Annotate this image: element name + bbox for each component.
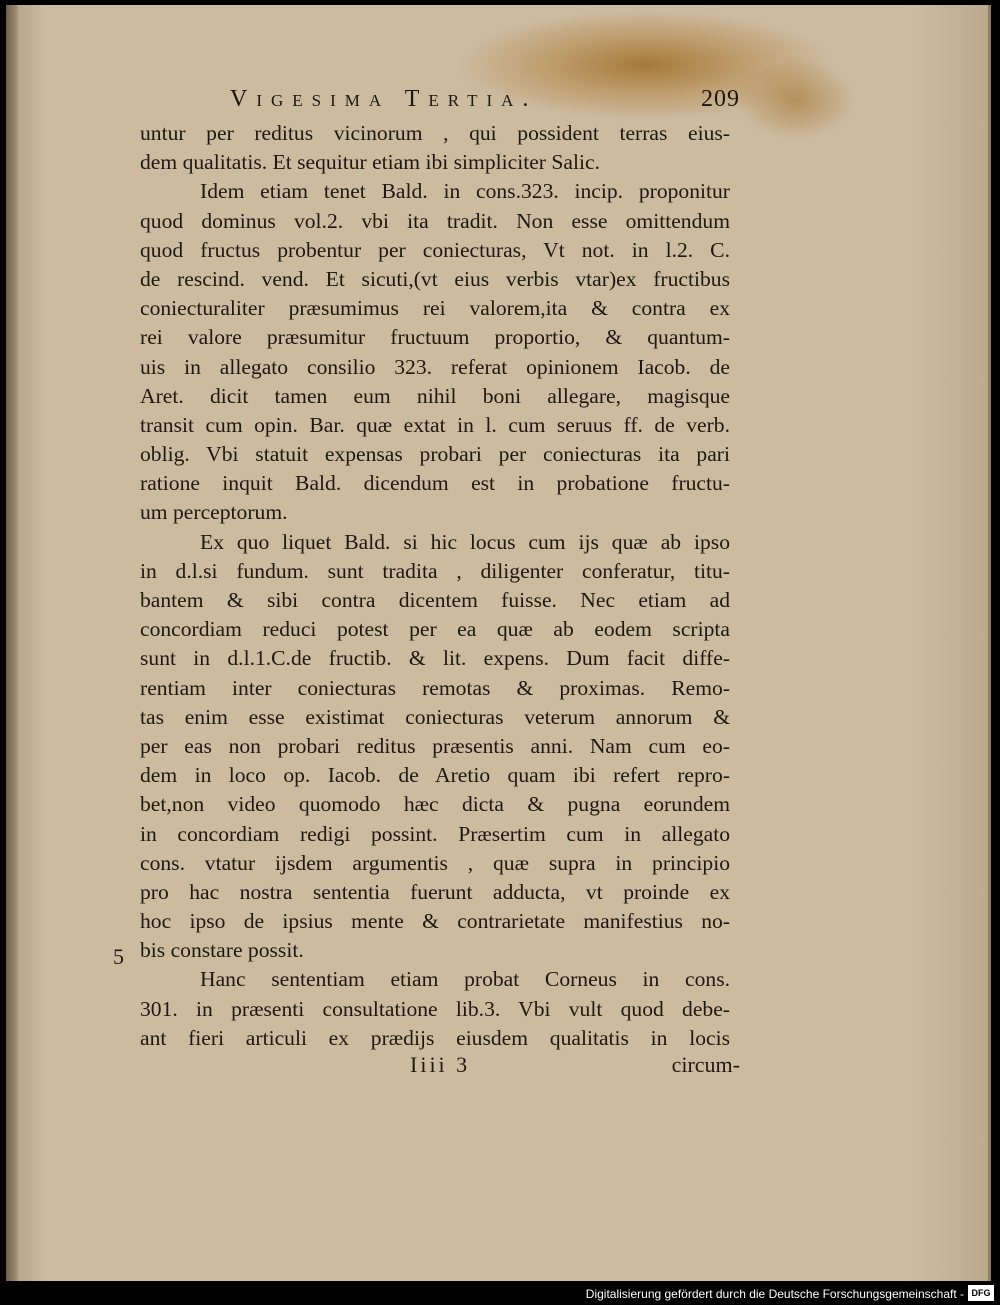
page-binding-shadow xyxy=(6,5,18,1281)
text-line: sunt in d.l.1.C.de fructib. & lit. expens. Dum facit diffe- xyxy=(140,646,730,671)
text-line: quod dominus vol.2. vbi ita tradit. Non esse omittendum xyxy=(140,208,730,233)
text-line: in d.l.si fundum. sunt tradita , diligenter conferatur, titu- xyxy=(140,558,730,583)
text-line: pro hac nostra sententia fuerunt adducta, vt proinde ex xyxy=(140,879,730,904)
text-line: concordiam reduci potest per ea quæ ab eodem scripta xyxy=(140,617,730,642)
text-line: cons. vtatur ijsdem argumentis , quæ supra in principio xyxy=(140,850,730,875)
text-line: quod fructus probentur per coniecturas, Vt not. in l.2. C. xyxy=(140,237,730,262)
dfg-logo: DFG xyxy=(968,1285,994,1301)
running-title: Vigesima Tertia. xyxy=(230,86,538,112)
text-line: bis constare possit. xyxy=(140,938,304,963)
text-line: per eas non probari reditus præsentis anni. Nam cum eo- xyxy=(140,733,730,758)
text-line: rei valore præsumitur fructuum proportio, & quantum- xyxy=(140,325,730,350)
text-line: de rescind. vend. Et sicuti,(vt eius verbis vtar)ex fructibus xyxy=(140,266,730,291)
catchword: circum- xyxy=(671,1052,740,1077)
text-line: Aret. dicit tamen eum nihil boni allegare, magisque xyxy=(140,383,730,408)
body-text xyxy=(140,119,730,1053)
text-line: ratione inquit Bald. dicendum est in probatione fructu- xyxy=(140,471,730,496)
text-line: dem qualitatis. Et sequitur etiam ibi simpliciter Salic. xyxy=(140,150,600,175)
digitization-credit: Digitalisierung gefördert durch die Deutsche Forschungsgemeinschaft - xyxy=(585,1287,964,1301)
text-line: in concordiam redigi possint. Præsertim cum in allegato xyxy=(140,821,730,846)
signature-mark: Iiii 3 xyxy=(410,1052,471,1077)
text-line: dem in loco op. Iacob. de Aretio quam ibi refert repro- xyxy=(140,763,730,788)
text-line: coniecturaliter præsumimus rei valorem,ita & contra ex xyxy=(140,296,730,321)
text-line: ant fieri articuli ex prædijs eiusdem qualitatis in locis xyxy=(140,1025,730,1050)
text-line: bet,non video quomodo hæc dicta & pugna eorundem xyxy=(140,792,730,817)
text-line: rentiam inter coniecturas remotas & proximas. Remo- xyxy=(140,675,730,700)
text-line: Idem etiam tenet Bald. in cons.323. incip. proponitur xyxy=(200,179,730,204)
text-line: uis in allegato consilio 323. referat opinionem Iacob. de xyxy=(140,354,730,379)
text-line: Ex quo liquet Bald. si hic locus cum ijs quæ ab ipso xyxy=(200,529,730,554)
text-line: Hanc sententiam etiam probat Corneus in cons. xyxy=(200,967,730,992)
page-number: 209 xyxy=(701,86,740,112)
text-line: oblig. Vbi statuit expensas probari per coniecturas ita pari xyxy=(140,442,730,467)
text-line: um perceptorum. xyxy=(140,500,288,525)
text-line: bantem & sibi contra dicentem fuisse. Nec etiam ad xyxy=(140,588,730,612)
page-footer xyxy=(410,1052,740,1082)
text-line: untur per reditus vicinorum , qui possident terras eius- xyxy=(140,121,730,145)
text-line: 301. in præsenti consultatione lib.3. Vbi vult quod debe- xyxy=(140,996,730,1021)
text-line: tas enim esse existimat coniecturas veterum annorum & xyxy=(140,704,730,729)
margin-marker: 5 xyxy=(113,944,124,969)
running-header xyxy=(230,86,740,120)
text-line: transit cum opin. Bar. quæ extat in l. cum seruus ff. de verb. xyxy=(140,412,730,437)
text-line: hoc ipso de ipsius mente & contrarietate manifestius no- xyxy=(140,909,730,934)
